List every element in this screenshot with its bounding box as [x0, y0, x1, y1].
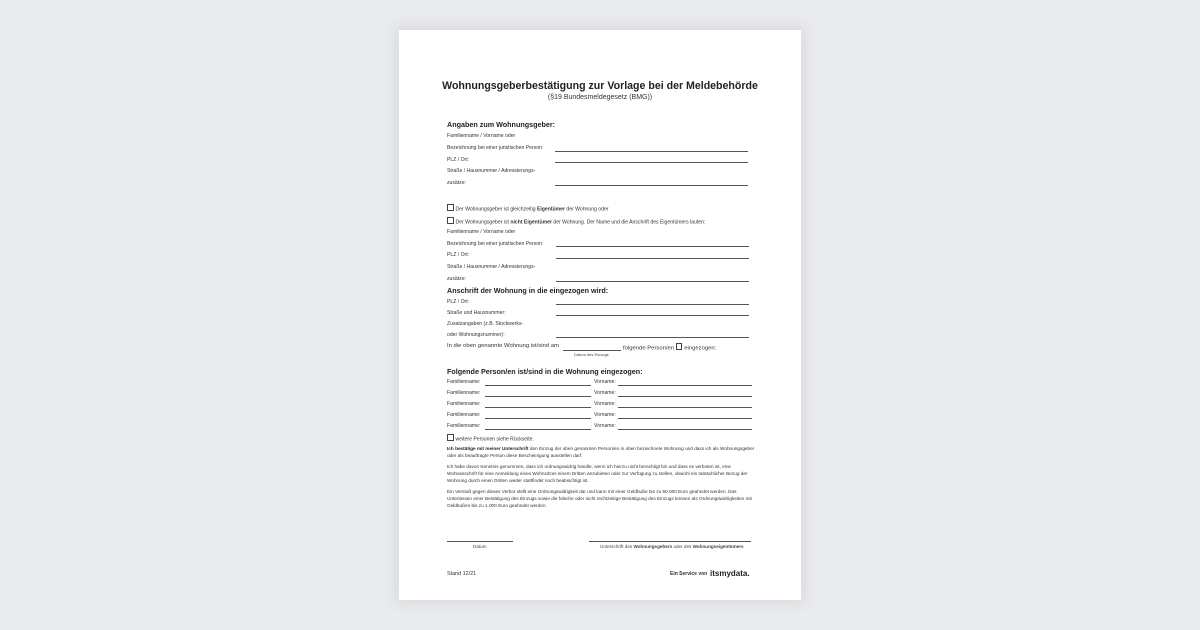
move-in-end-label: eingezogen: — [684, 345, 717, 352]
document-page — [399, 30, 801, 600]
service-label: Ein Service von — [670, 571, 708, 577]
more-persons-label: weitere Personen siehe Rückseite. — [455, 436, 534, 443]
persons-heading: Folgende Person/en ist/sind in die Wohnung eingezogen: — [447, 367, 643, 376]
checkbox-more-persons[interactable] — [447, 434, 454, 441]
confirmation-bold: Ich bestätige mit meiner Unterschrift — [447, 446, 529, 451]
firstname-field[interactable] — [618, 396, 752, 397]
move-in-pre-text: In die oben genannte Wohnung ist/sind am — [447, 343, 559, 349]
landlord-name-label-2: Bezeichnung bei einer juristischen Person: — [447, 145, 544, 151]
owner-name-label-2: Bezeichnung bei einer juristischen Person: — [447, 241, 544, 247]
document-subtitle: (§19 Bundesmeldegesetz (BMG)) — [547, 94, 653, 101]
surname-field[interactable] — [485, 429, 591, 430]
penalty-paragraph: Ein Verstoß gegen dieses Verbot stellt eine Ordnungswidrigkeit dar und kann mit einer Geldbuße bis zu 50.000 Euro geahndet werden. Das Unterlassen einer Bestätigung des Einzugs sowie die falsche oder nicht rechtzeitige Bestätigung des Einzugs können als Ordnungswidrigkeiten mit Geldbußen bis zu 1.000 Euro geahndet werden. — [447, 489, 752, 508]
firstname-field[interactable] — [618, 429, 752, 430]
owner-street-label-2: zusätze: — [447, 276, 466, 282]
owner-option-different-end: der Wohnung. Der Name und die Anschrift des Eigentümers lauten: — [551, 219, 706, 226]
apartment-extra-label-2: oder Wohnungsnummer): — [447, 332, 505, 338]
surname-label: Familienname: — [447, 412, 481, 418]
confirmation-text: den Einzug der oben genannten Person/en in oben bezeichnete Wohnung und dass ich als Wohnungsgeber oder als beauftragte Person diese Bescheinigung ausstellen darf. — [447, 446, 755, 458]
owner-option-same[interactable] — [447, 204, 609, 213]
firstname-label: Vorname: — [594, 390, 616, 396]
document-title: Wohnungsgeberbestätigung zur Vorlage bei der Meldebehörde — [442, 80, 758, 92]
firstname-field[interactable] — [618, 407, 752, 408]
owner-name-label-1: Familienname / Vorname oder — [447, 229, 516, 235]
landlord-name-field[interactable] — [555, 151, 748, 152]
signature-caption-pre: Unterschrift des — [600, 544, 634, 549]
firstname-field[interactable] — [618, 418, 752, 419]
move-in-date-field[interactable] — [563, 350, 621, 351]
landlord-plz-label: PLZ / Ort: — [447, 157, 470, 163]
apartment-street-field[interactable] — [556, 315, 749, 316]
move-in-date-caption: Datum des Einzugs — [574, 352, 609, 357]
firstname-label: Vorname: — [594, 379, 616, 385]
landlord-plz-field[interactable] — [555, 162, 748, 163]
checkbox-owner-same[interactable] — [447, 204, 454, 211]
owner-option-same-text: Der Wohnungsgeber ist gleichzeitig — [455, 206, 537, 213]
firstname-label: Vorname: — [594, 401, 616, 407]
firstname-label: Vorname: — [594, 412, 616, 418]
brand-logo: itsmydata. — [710, 569, 750, 578]
landlord-name-label-1: Familienname / Vorname oder — [447, 133, 516, 139]
version-stamp: Stand 12/21 — [447, 571, 477, 577]
landlord-street-field[interactable] — [555, 185, 748, 186]
surname-field[interactable] — [485, 385, 591, 386]
signature-caption — [600, 544, 744, 549]
owner-plz-field[interactable] — [556, 258, 749, 259]
checkbox-owner-different[interactable] — [447, 217, 454, 224]
surname-label: Familienname: — [447, 379, 481, 385]
more-persons-option[interactable] — [447, 434, 534, 443]
surname-field[interactable] — [485, 418, 591, 419]
owner-street-label-1: Straße / Hausnummer / Adressierungs- — [447, 264, 536, 270]
signature-field[interactable] — [589, 541, 751, 542]
owner-option-same-bold: Eigentümer — [536, 206, 565, 213]
landlord-street-label-2: zusätze: — [447, 180, 466, 186]
firstname-label: Vorname: — [594, 423, 616, 429]
owner-option-different-text: Der Wohnungsgeber ist — [455, 219, 511, 226]
landlord-street-label-1: Straße / Hausnummer / Adressierungs- — [447, 168, 536, 174]
owner-option-different[interactable] — [447, 217, 705, 226]
confirmation-paragraph — [447, 445, 757, 459]
owner-name-field[interactable] — [556, 246, 749, 247]
apartment-extra-label-1: Zusatzangaben (z.B. Stockwerks- — [447, 321, 524, 327]
signature-caption-owner: Wohnungseigentümers — [692, 544, 744, 549]
apartment-plz-field[interactable] — [556, 304, 749, 305]
apartment-plz-label: PLZ / Ort: — [447, 299, 470, 305]
apartment-extra-field[interactable] — [556, 337, 749, 338]
surname-label: Familienname: — [447, 390, 481, 396]
surname-field[interactable] — [485, 396, 591, 397]
landlord-heading: Angaben zum Wohnungsgeber: — [447, 120, 556, 129]
surname-label: Familienname: — [447, 401, 481, 407]
owner-option-same-end: der Wohnung oder — [564, 206, 609, 213]
owner-option-different-bold: nicht Eigentümer — [510, 219, 552, 226]
owner-plz-label: PLZ / Ort: — [447, 252, 470, 258]
firstname-field[interactable] — [618, 385, 752, 386]
owner-street-field[interactable] — [556, 281, 749, 282]
signature-caption-mid: oder des — [672, 544, 693, 549]
checkbox-moved-in[interactable] — [676, 343, 683, 350]
apartment-street-label: Straße und Hausnummer: — [447, 310, 506, 316]
date-label: Datum — [473, 544, 487, 549]
awareness-paragraph: Ich habe davon Kenntnis genommen, dass ich ordnungswidrig handle, wenn ich hierzu nicht berechtigt bin und dass es verboten ist, eine Wohnanschrift für eine Anmeldung eines Wohnsitzes einem Dritten anzubieten oder zur Verfügung zu stellen, obwohl ein tatsächlicher Bezug der Wohnung durch einen Dritten weder stattfindet noch beabsichtigt ist. — [447, 464, 748, 483]
signature-caption-landlord: Wohnungsgebers — [633, 544, 673, 549]
surname-label: Familienname: — [447, 423, 481, 429]
date-signature-field[interactable] — [447, 541, 513, 542]
move-in-post-label: folgende Person/en — [623, 345, 675, 352]
apartment-heading: Anschrift der Wohnung in die eingezogen wird: — [447, 286, 609, 295]
move-in-post-text — [623, 343, 716, 352]
surname-field[interactable] — [485, 407, 591, 408]
